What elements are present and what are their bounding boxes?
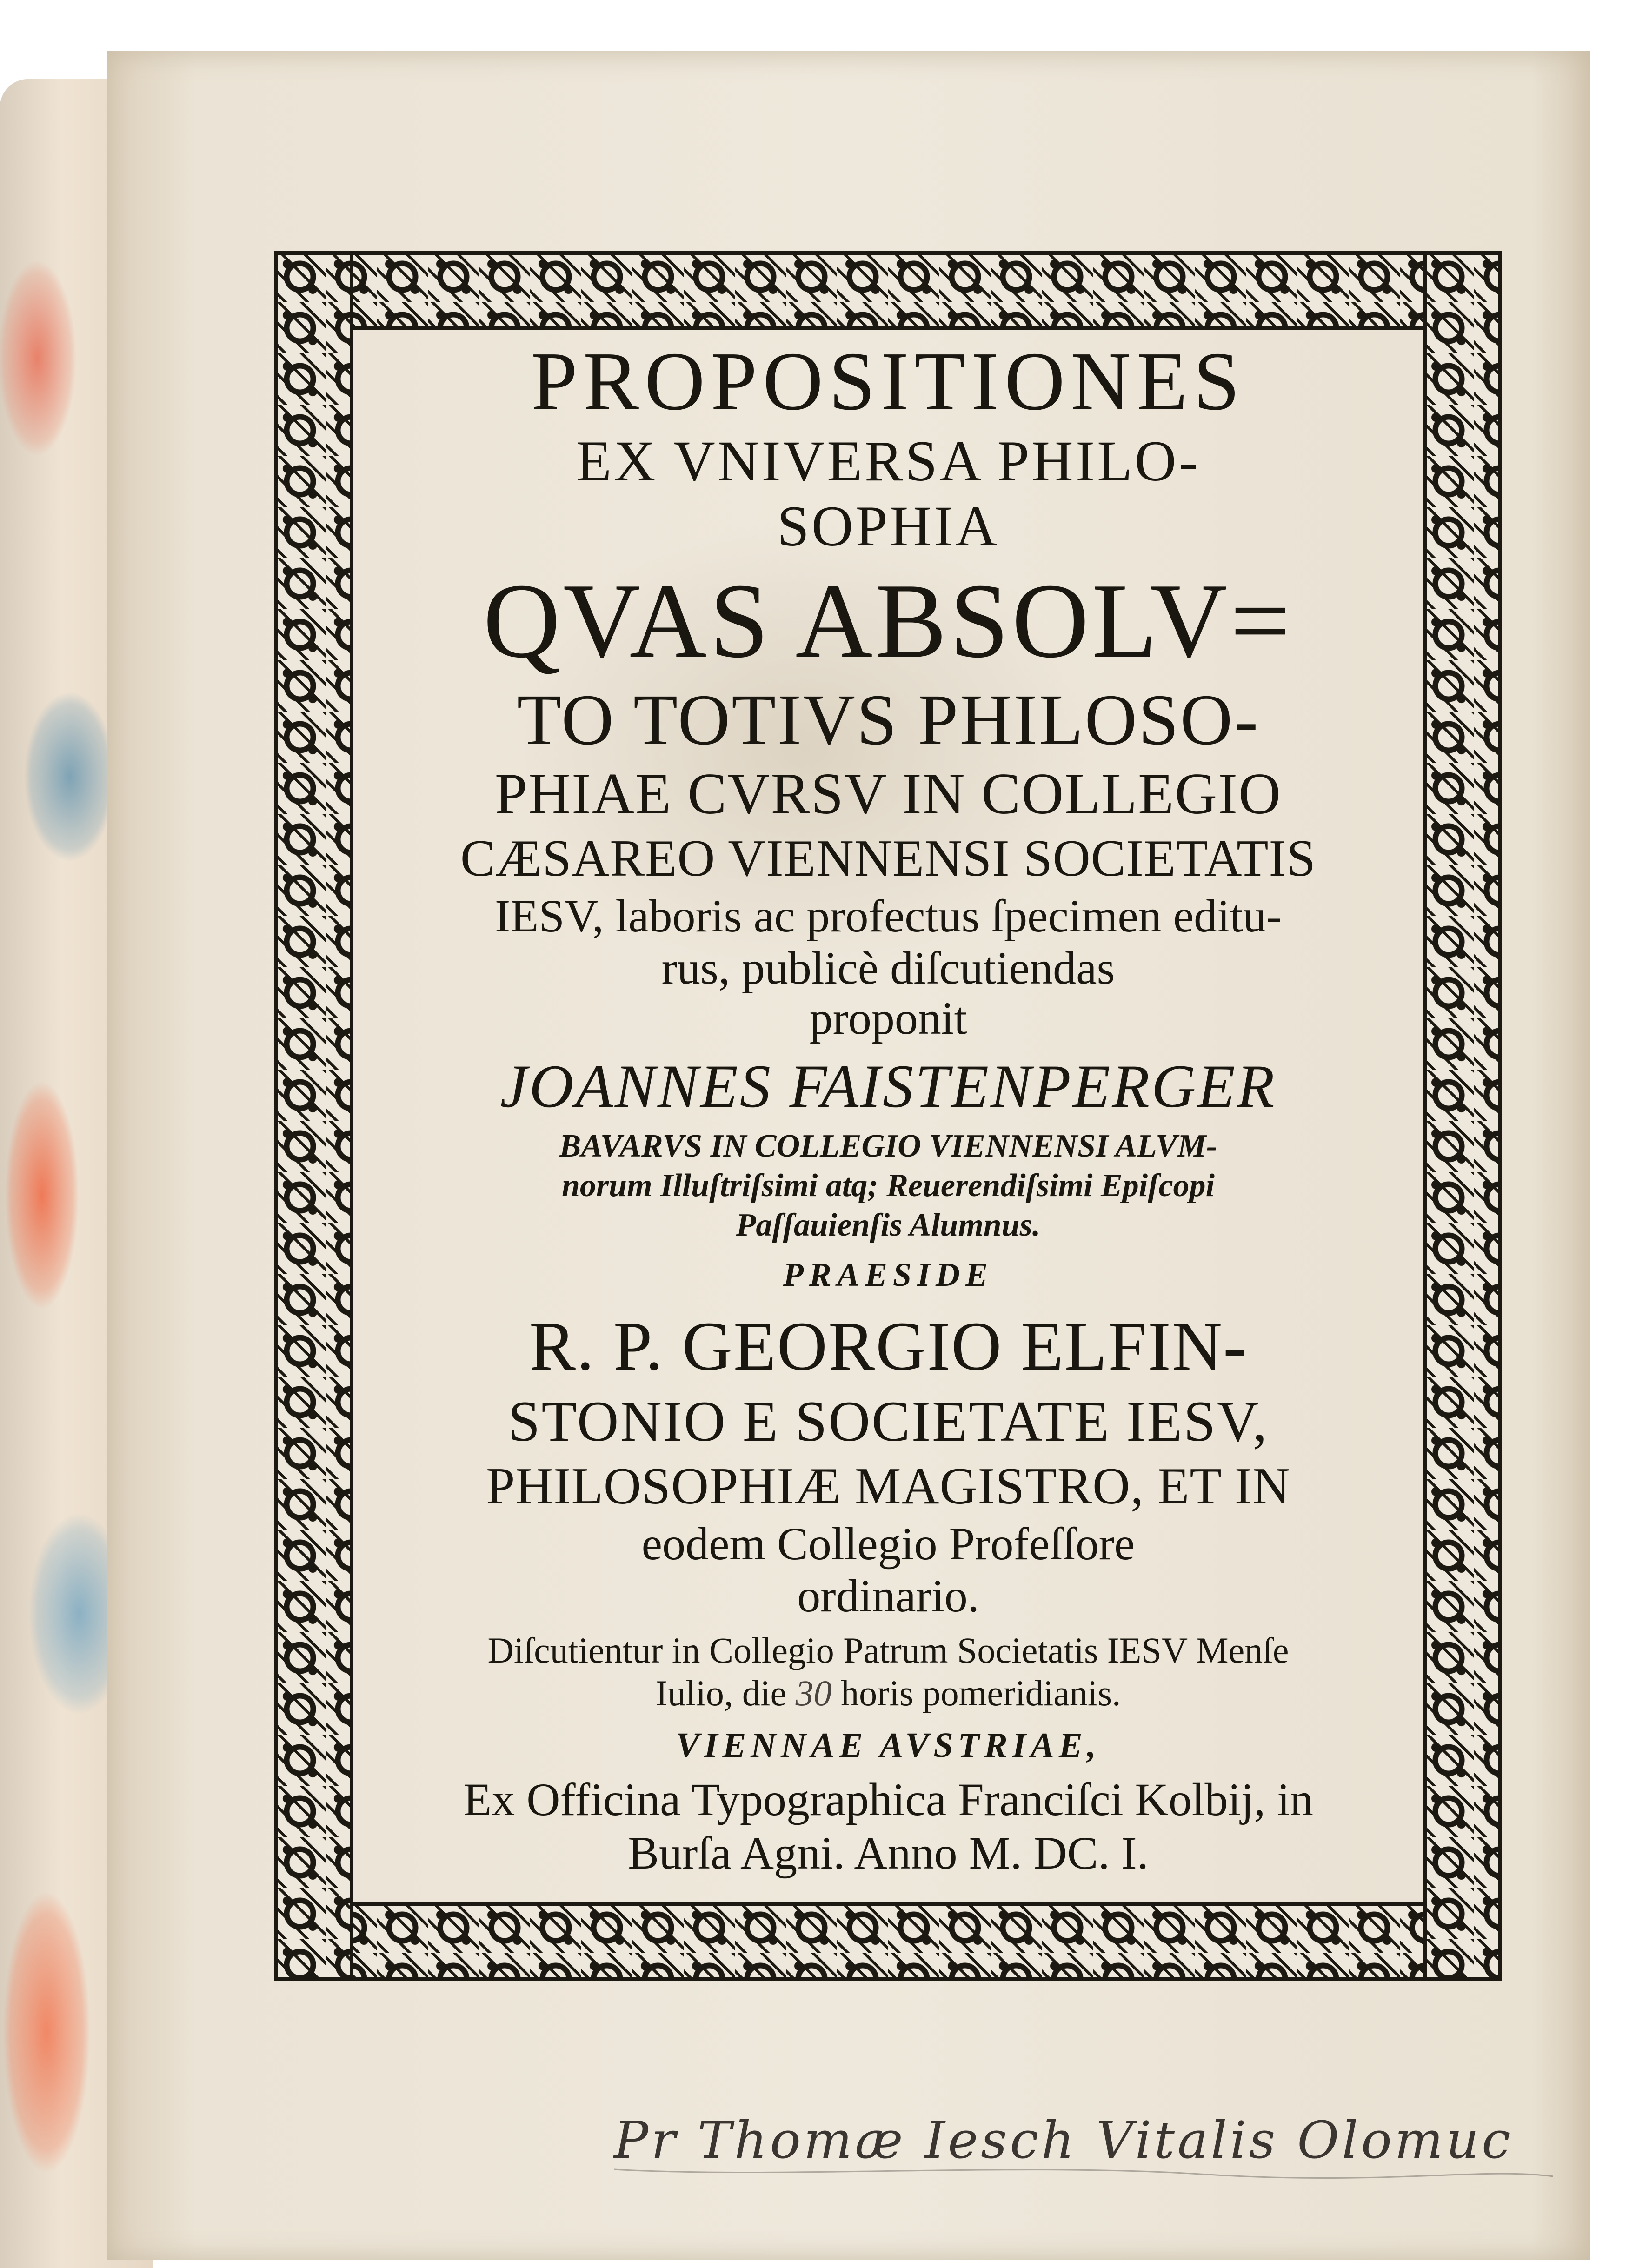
ornamental-border (274, 251, 1502, 1981)
title-line: proponit (809, 992, 967, 1044)
title-line: R. P. GEORGIO ELFIN- (529, 1308, 1248, 1385)
title-line: EX VNIVERSA PHILO- (576, 429, 1200, 493)
title-line: SOPHIA (777, 494, 999, 558)
date-prefix: Iulio, die (655, 1673, 796, 1713)
title-line: TO TOTIVS PHILOSO- (517, 679, 1260, 760)
title-line: CÆSAREO VIENNENSI SOCIETATIS (460, 830, 1317, 887)
handwritten-day: 30 (795, 1673, 832, 1713)
signature-text: Pr Thomæ Iesch Vitalis Olomuc (614, 2110, 1513, 2170)
title-text-block (353, 335, 1423, 1893)
title-line: Paſſauienſis Alumnus. (736, 1207, 1041, 1243)
title-line: BAVARVS IN COLLEGIO VIENNENSI ALVM- (559, 1128, 1217, 1164)
title-line: rus, publicè diſcutiendas (661, 942, 1115, 994)
handwritten-signature (595, 2088, 1572, 2200)
signature-underline (614, 2169, 1553, 2178)
author-name: JOANNES FAISTENPERGER (500, 1052, 1277, 1120)
imprint-line: Burſa Agni. Anno M. DC. I. (628, 1827, 1149, 1879)
date-line (353, 1675, 1423, 1711)
title-line: STONIO E SOCIETATE IESV, (508, 1390, 1269, 1453)
border-bottom (274, 1902, 1502, 1981)
border-right (1423, 251, 1502, 1981)
title-line: eodem Collegio Profeſſore (641, 1518, 1135, 1570)
title-page (107, 51, 1590, 2260)
imprint-place: VIENNAE AVSTRIAE, (676, 1726, 1101, 1765)
praeside-label: PRAESIDE (783, 1256, 994, 1293)
date-suffix: horis pomeridianis. (831, 1673, 1121, 1713)
title-line: Diſcutientur in Collegio Patrum Societatis IESV Menſe (487, 1630, 1289, 1670)
imprint-line: Ex Officina Typographica Franciſci Kolbij, in (463, 1774, 1313, 1825)
title-line: PROPOSITIONES (531, 335, 1246, 427)
border-left (274, 251, 353, 1981)
title-line: norum Illuſtriſsimi atq; Reuerendiſsimi Epiſcopi (561, 1168, 1215, 1204)
title-line: ordinario. (797, 1570, 979, 1622)
border-top (274, 251, 1502, 330)
title-line: IESV, laboris ac profectus ſpecimen editu- (494, 890, 1282, 942)
title-line: PHIAE CVRSV IN COLLEGIO (494, 762, 1282, 826)
title-line: QVAS ABSOLV= (483, 561, 1294, 680)
title-line: PHILOSOPHIÆ MAGISTRO, ET IN (486, 1457, 1290, 1515)
